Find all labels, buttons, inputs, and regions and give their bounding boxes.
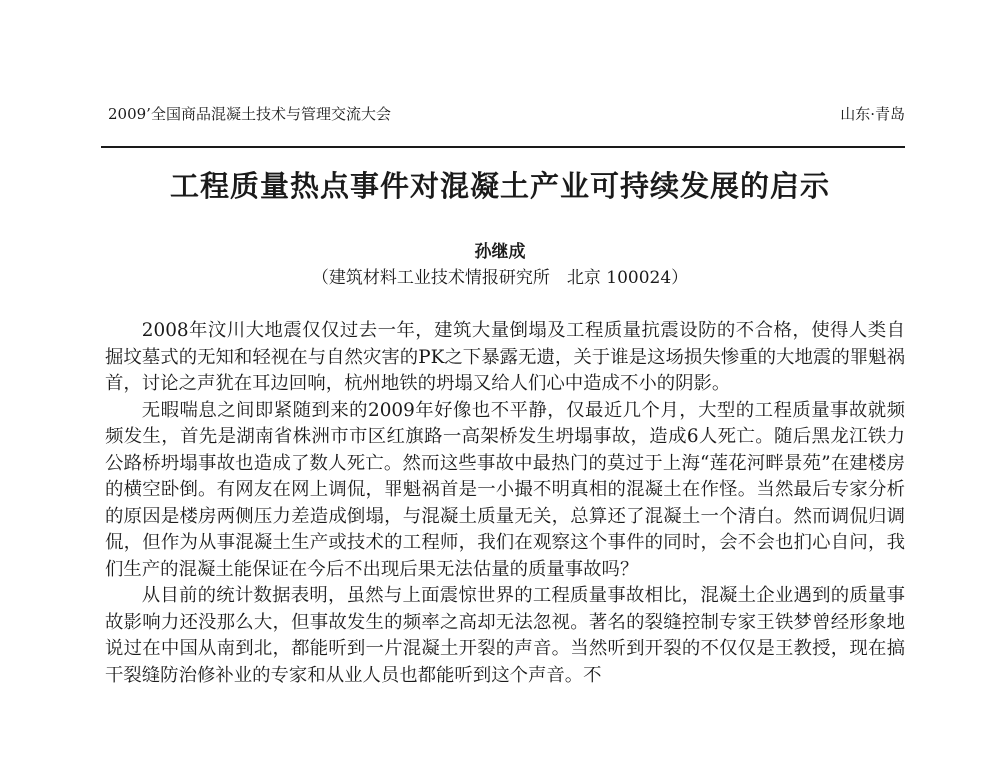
conference-location: 山东·青岛: [840, 105, 905, 123]
paper-body: [105, 318, 905, 689]
author-name: 孙继成: [474, 242, 526, 262]
paper-title: 工程质量热点事件对混凝土产业可持续发展的启示: [169, 169, 830, 203]
body-paragraph: 2008年汶川大地震仅仅过去一年，建筑大量倒塌及工程质量抗震设防的不合格，使得人类自掘坟墓式的无知和轻视在与自然灾害的PK之下暴露无遗，关于谁是这场损失惨重的大地震的罪魁祸首，讨论之声犹在耳边回响，杭州地铁的坍塌又给人们心中造成不小的阴影。: [105, 320, 905, 394]
body-paragraph: 从目前的统计数据表明，虽然与上面震惊世界的工程质量事故相比，混凝土企业遇到的质量事故影响力还没那么大，但事故发生的频率之高却无法忽视。著名的裂缝控制专家王铁梦曾经形象地说过在中国从南到北，都能听到一片混凝土开裂的声音。当然听到开裂的不仅仅是王教授，现在搞干裂缝防治修补业的专家和从业人员也都能听到这个声音。不: [105, 585, 905, 686]
body-paragraph: 无暇喘息之间即紧随到来的2009年好像也不平静，仅最近几个月，大型的工程质量事故就频频发生，首先是湖南省株洲市市区红旗路一高架桥发生坍塌事故，造成6人死亡。随后黑龙江铁力公路桥坍塌事故也造成了数人死亡。然而这些事故中最热门的莫过于上海“莲花河畔景苑”在建楼房的横空卧倒。有网友在网上调侃，罪魁祸首是一小撮不明真相的混凝土在作怪。当然最后专家分析的原因是楼房两侧压力差造成倒塌，与混凝土质量无关，总算还了混凝土一个清白。然而调侃归调侃，但作为从事混凝土生产或技术的工程师，我们在观察这个事件的同时，会不会也扪心自问，我们生产的混凝土能保证在今后不出现后果无法估量的质量事故吗？: [105, 399, 905, 580]
header-divider: [101, 146, 905, 148]
author-affiliation: （建筑材料工业技术情报研究所 北京 100024）: [311, 268, 689, 288]
conference-name: 2009’全国商品混凝土技术与管理交流大会: [108, 105, 391, 123]
running-header: [108, 103, 905, 133]
